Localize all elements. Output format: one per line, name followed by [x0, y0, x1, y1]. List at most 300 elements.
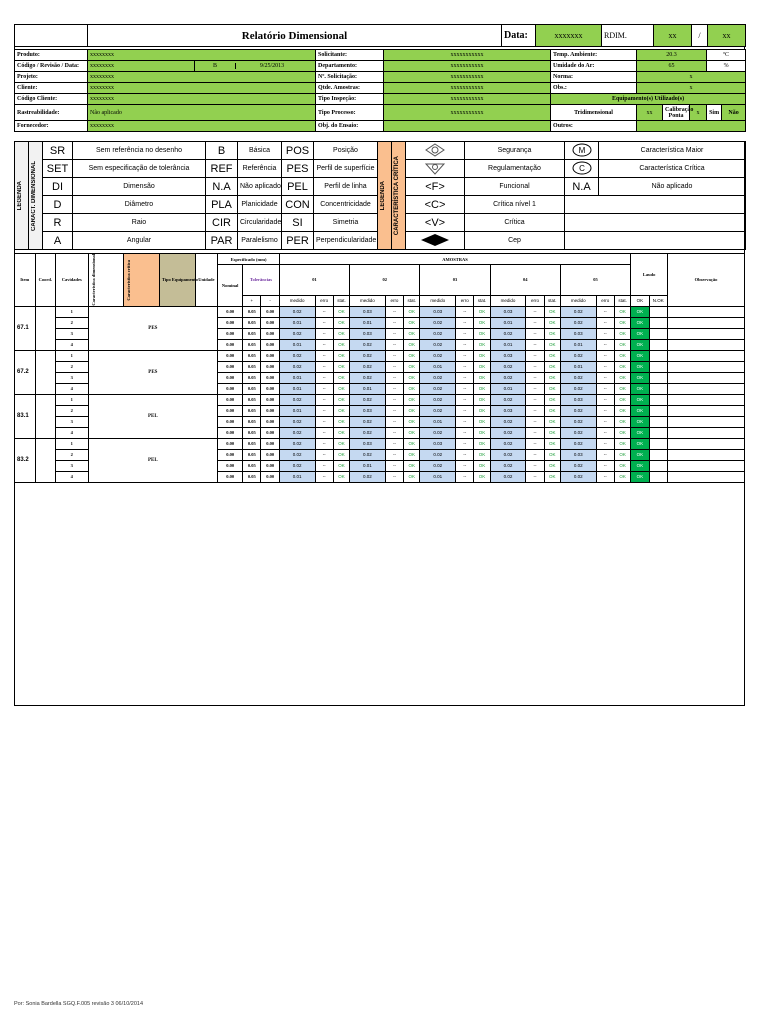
measured-value[interactable]: 0.01	[350, 317, 386, 328]
measured-value[interactable]: 0.02	[350, 372, 386, 383]
status-value: OK	[474, 383, 490, 394]
error-value: --	[315, 350, 333, 361]
error-value: --	[385, 339, 403, 350]
measured-value[interactable]: 0.02	[560, 383, 596, 394]
measured-value[interactable]: 0.02	[420, 328, 456, 339]
tol-plus-value: 0.05	[243, 394, 261, 405]
supplier-field[interactable]: xxxxxxxx	[88, 121, 316, 132]
cavity-number: 4	[56, 383, 88, 394]
cavity-number: 1	[56, 306, 88, 317]
error-value: --	[385, 306, 403, 317]
yes-option[interactable]: Sim	[707, 105, 722, 121]
measured-value[interactable]: 0.02	[490, 427, 526, 438]
legend-dim-code: DI	[43, 178, 73, 196]
observation-cell[interactable]	[667, 317, 744, 328]
error-value: --	[385, 427, 403, 438]
measured-value[interactable]: 0.02	[279, 427, 315, 438]
status-value: OK	[474, 372, 490, 383]
col-measured: medido	[350, 295, 386, 306]
measured-value[interactable]: 0.02	[279, 416, 315, 427]
table-row	[15, 350, 745, 361]
legend-crit-title: LEGENDA	[378, 142, 392, 250]
error-value: --	[596, 427, 614, 438]
observation-cell[interactable]	[667, 394, 744, 405]
status-value: OK	[544, 460, 560, 471]
regulation-icon	[406, 160, 465, 178]
process-type-label: Tipo Processo:	[316, 105, 384, 121]
measured-value[interactable]: 0.02	[279, 460, 315, 471]
tol-minus-value: 0.00	[261, 339, 279, 350]
measured-value[interactable]: 0.02	[490, 460, 526, 471]
code-date-field[interactable]: 9/25/2013	[235, 63, 308, 69]
legend-geo-code: CIR	[206, 214, 238, 232]
measured-value[interactable]: 0.03	[420, 438, 456, 449]
observation-cell[interactable]	[667, 372, 744, 383]
legend-class-desc: Característica Maior	[599, 142, 746, 160]
status-value: OK	[333, 394, 349, 405]
status-value: OK	[614, 372, 630, 383]
measured-value[interactable]: 0.03	[560, 328, 596, 339]
measured-value[interactable]: 0.01	[490, 383, 526, 394]
table-row	[15, 306, 745, 317]
request-number-field[interactable]: xxxxxxxxxxx	[384, 72, 551, 83]
measured-value[interactable]: 0.02	[350, 449, 386, 460]
legend-dim-desc: Diâmetro	[73, 196, 206, 214]
measured-value[interactable]: 0.03	[350, 328, 386, 339]
status-value: OK	[474, 471, 490, 482]
status-value: OK	[614, 383, 630, 394]
error-value: --	[385, 416, 403, 427]
measured-value[interactable]: 0.02	[420, 383, 456, 394]
col-measured: medido	[279, 295, 315, 306]
department-label: Departamento:	[316, 61, 384, 72]
legend-geo-desc: Concentricidade	[314, 196, 378, 214]
calibration-field[interactable]: x	[690, 105, 707, 121]
temperature-unit: ºC	[707, 50, 746, 61]
error-value: --	[385, 383, 403, 394]
nominal-value: 0.00	[218, 328, 243, 339]
footer-note: Por: Sonia Bardella SGQ.F.005 revisão 3 06/10/2014	[14, 1001, 144, 1007]
legend-dim-desc: Angular	[73, 232, 206, 250]
measured-value[interactable]: 0.02	[420, 372, 456, 383]
traceability-field[interactable]: Não aplicado	[88, 105, 316, 121]
client-code-field[interactable]: xxxxxxxx	[88, 94, 316, 105]
measured-value[interactable]: 0.01	[560, 361, 596, 372]
measured-value[interactable]: 0.02	[279, 438, 315, 449]
verdict-nok	[649, 427, 667, 438]
cavity-number: 1	[56, 350, 88, 361]
measured-value[interactable]: 0.02	[560, 460, 596, 471]
status-value: OK	[333, 350, 349, 361]
legend-geo-code: B	[206, 142, 238, 160]
tol-minus-value: 0.00	[261, 438, 279, 449]
error-value: --	[526, 328, 544, 339]
status-value: OK	[333, 361, 349, 372]
measured-value[interactable]: 0.02	[560, 416, 596, 427]
status-value: OK	[404, 460, 420, 471]
error-value: --	[596, 405, 614, 416]
nominal-value: 0.00	[218, 372, 243, 383]
inspection-type-field[interactable]: xxxxxxxxxxx	[384, 94, 551, 105]
error-value: --	[315, 405, 333, 416]
page-title: Relatório Dimensional	[88, 25, 502, 47]
measured-value[interactable]: 0.02	[490, 372, 526, 383]
measured-value[interactable]: 0.01	[420, 361, 456, 372]
measured-value[interactable]: 0.02	[279, 449, 315, 460]
measured-value[interactable]: 0.01	[279, 405, 315, 416]
verdict-ok: OK	[631, 460, 649, 471]
measured-value[interactable]: 0.02	[420, 394, 456, 405]
measured-value[interactable]: 0.03	[350, 405, 386, 416]
legend-crit-desc: Funcional	[465, 178, 565, 196]
col-error: erro	[315, 295, 333, 306]
error-value: --	[385, 350, 403, 361]
measured-value[interactable]: 0.01	[279, 372, 315, 383]
measured-value[interactable]: 0.03	[490, 306, 526, 317]
others-field[interactable]	[637, 121, 746, 132]
obs-label: Obs.:	[551, 83, 637, 94]
error-value: --	[315, 328, 333, 339]
error-value: --	[315, 372, 333, 383]
status-value: OK	[474, 416, 490, 427]
status-value: OK	[404, 394, 420, 405]
measured-value[interactable]: 0.03	[490, 350, 526, 361]
observation-cell[interactable]	[667, 416, 744, 427]
error-value: --	[315, 361, 333, 372]
error-value: --	[526, 317, 544, 328]
equipment-header: Equipamento(s) Utilizado(s)	[551, 94, 746, 105]
measured-value[interactable]: 0.01	[560, 339, 596, 350]
error-value: --	[385, 328, 403, 339]
col-tol-plus: +	[243, 295, 261, 306]
measured-value[interactable]: 0.02	[490, 438, 526, 449]
measured-value[interactable]: 0.03	[560, 449, 596, 460]
col-cavities: Cavidades	[56, 254, 88, 307]
dim-char-cell: PEL	[88, 438, 218, 482]
col-status: stat.	[614, 295, 630, 306]
tol-plus-value: 0.05	[243, 372, 261, 383]
legend-geo-code: POS	[282, 142, 314, 160]
tol-minus-value: 0.00	[261, 416, 279, 427]
legend-geo-code: PEL	[282, 178, 314, 196]
error-value: --	[526, 372, 544, 383]
error-value: --	[315, 317, 333, 328]
verdict-nok	[649, 317, 667, 328]
tol-plus-value: 0.05	[243, 350, 261, 361]
verdict-ok: OK	[631, 339, 649, 350]
sample-qty-label: Qtde. Amostras:	[316, 83, 384, 94]
measured-value[interactable]: 0.02	[279, 361, 315, 372]
measured-value[interactable]: 0.01	[490, 317, 526, 328]
error-value: --	[456, 438, 474, 449]
error-value: --	[596, 317, 614, 328]
measured-value[interactable]: 0.02	[490, 416, 526, 427]
sample-number: 04	[490, 265, 560, 296]
error-value: --	[315, 416, 333, 427]
error-value: --	[456, 460, 474, 471]
error-value: --	[385, 372, 403, 383]
observation-cell[interactable]	[667, 405, 744, 416]
legend-dim-code: SET	[43, 160, 73, 178]
error-value: --	[315, 383, 333, 394]
error-value: --	[596, 361, 614, 372]
measured-value[interactable]: 0.02	[560, 350, 596, 361]
measured-value[interactable]: 0.02	[420, 350, 456, 361]
observation-cell[interactable]	[667, 471, 744, 482]
test-objective-field[interactable]	[384, 121, 551, 132]
cavity-number: 1	[56, 438, 88, 449]
measured-value[interactable]: 0.02	[420, 449, 456, 460]
nominal-value: 0.00	[218, 427, 243, 438]
measured-value[interactable]: 0.02	[560, 306, 596, 317]
error-value: --	[385, 394, 403, 405]
client-field[interactable]: xxxxxxxx	[88, 83, 316, 94]
status-value: OK	[404, 449, 420, 460]
temperature-label: Temp. Ambiente:	[551, 50, 637, 61]
status-value: OK	[333, 438, 349, 449]
measured-value[interactable]: 0.01	[490, 339, 526, 350]
nominal-value: 0.00	[218, 306, 243, 317]
status-value: OK	[404, 361, 420, 372]
test-objective-label: Obj. do Ensaio:	[316, 121, 384, 132]
observation-cell[interactable]	[667, 306, 744, 317]
status-value: OK	[474, 460, 490, 471]
rdim-number[interactable]: xx	[654, 25, 692, 47]
measured-value[interactable]: 0.02	[350, 394, 386, 405]
legend-class-sym: N.A	[565, 178, 599, 196]
measured-value[interactable]: 0.02	[350, 361, 386, 372]
observation-cell[interactable]	[667, 361, 744, 372]
measured-value[interactable]: 0.02	[350, 339, 386, 350]
status-value: OK	[404, 306, 420, 317]
status-value: OK	[474, 328, 490, 339]
status-value: OK	[333, 372, 349, 383]
cavity-number: 3	[56, 372, 88, 383]
humidity-field[interactable]: 65	[637, 61, 707, 72]
error-value: --	[526, 416, 544, 427]
observation-cell[interactable]	[667, 339, 744, 350]
legend-crit-desc: Cep	[465, 232, 565, 250]
measured-value[interactable]: 0.01	[279, 339, 315, 350]
legend-crit-subtitle: CARACTERÍSTICA CRÍTICA	[392, 142, 406, 250]
status-value: OK	[333, 405, 349, 416]
legend-crit-desc: Regulamentação	[465, 160, 565, 178]
temperature-field[interactable]: 20.3	[637, 50, 707, 61]
tol-minus-value: 0.00	[261, 317, 279, 328]
status-value: OK	[474, 339, 490, 350]
measured-value[interactable]: 0.02	[560, 372, 596, 383]
cmm-label: Tridimensional	[551, 105, 637, 121]
measured-value[interactable]: 0.02	[279, 350, 315, 361]
nominal-value: 0.00	[218, 339, 243, 350]
verdict-ok: OK	[631, 317, 649, 328]
tol-minus-value: 0.00	[261, 306, 279, 317]
observation-cell[interactable]	[667, 449, 744, 460]
verdict-nok	[649, 383, 667, 394]
date-label: Data:	[502, 25, 536, 47]
error-value: --	[456, 383, 474, 394]
status-value: OK	[544, 306, 560, 317]
measured-value[interactable]: 0.02	[490, 449, 526, 460]
observation-cell[interactable]	[667, 383, 744, 394]
measured-value[interactable]: 0.02	[420, 317, 456, 328]
obs-field[interactable]: x	[637, 83, 746, 94]
tol-minus-value: 0.00	[261, 361, 279, 372]
error-value: --	[315, 471, 333, 482]
verdict-ok: OK	[631, 372, 649, 383]
measured-value[interactable]: 0.02	[350, 471, 386, 482]
measured-value[interactable]: 0.01	[279, 383, 315, 394]
measured-value[interactable]: 0.02	[420, 460, 456, 471]
status-value: OK	[544, 471, 560, 482]
legend-geo-desc: Referência	[238, 160, 282, 178]
tol-plus-value: 0.05	[243, 416, 261, 427]
department-field[interactable]: xxxxxxxxxxx	[384, 61, 551, 72]
status-value: OK	[474, 394, 490, 405]
tol-plus-value: 0.05	[243, 460, 261, 471]
safety-icon	[406, 142, 465, 160]
measured-value[interactable]: 0.02	[420, 427, 456, 438]
error-value: --	[456, 394, 474, 405]
measured-value[interactable]: 0.01	[350, 383, 386, 394]
measured-value[interactable]: 0.03	[350, 306, 386, 317]
measured-value[interactable]: 0.02	[279, 306, 315, 317]
status-value: OK	[544, 350, 560, 361]
measured-value[interactable]: 0.02	[350, 350, 386, 361]
measured-value[interactable]: 0.02	[560, 471, 596, 482]
legend-crit-desc: Crítica nível 1	[465, 196, 565, 214]
legend-dim-code: R	[43, 214, 73, 232]
code-field[interactable]: xxxxxxxx	[88, 61, 195, 72]
cmm-field[interactable]: xx	[637, 105, 663, 121]
project-field[interactable]: xxxxxxxx	[88, 72, 316, 83]
measured-value[interactable]: 0.01	[279, 471, 315, 482]
nominal-value: 0.00	[218, 361, 243, 372]
measurement-table	[14, 253, 745, 483]
legend-dim-title: LEGENDA	[15, 142, 29, 250]
measured-value[interactable]: 0.02	[560, 427, 596, 438]
verdict-ok: OK	[631, 361, 649, 372]
error-value: --	[315, 438, 333, 449]
verdict-ok: OK	[631, 383, 649, 394]
observation-cell[interactable]	[667, 350, 744, 361]
legend-empty	[565, 232, 746, 250]
measured-value[interactable]: 0.02	[279, 328, 315, 339]
no-option[interactable]: Não	[722, 105, 746, 121]
legend-dim-desc: Dimensão	[73, 178, 206, 196]
legend-geo-code: CON	[282, 196, 314, 214]
status-value: OK	[404, 317, 420, 328]
revision-date-cell	[195, 61, 316, 72]
tol-plus-value: 0.05	[243, 339, 261, 350]
client-label: Cliente:	[15, 83, 88, 94]
measured-value[interactable]: 0.01	[350, 460, 386, 471]
verdict-ok: OK	[631, 427, 649, 438]
requester-field[interactable]: xxxxxxxxxxx	[384, 50, 551, 61]
measured-value[interactable]: 0.02	[279, 394, 315, 405]
measured-value[interactable]: 0.02	[490, 471, 526, 482]
standard-label: Norma:	[551, 72, 637, 83]
legend-geo-desc: Simetria	[314, 214, 378, 232]
nominal-value: 0.00	[218, 383, 243, 394]
measured-value[interactable]: 0.03	[490, 405, 526, 416]
observation-cell[interactable]	[667, 460, 744, 471]
revision-field[interactable]: B	[212, 63, 217, 69]
product-label: Produto:	[15, 50, 88, 61]
measured-value[interactable]: 0.02	[420, 405, 456, 416]
process-type-field[interactable]: xxxxxxxxxxx	[384, 105, 551, 121]
measured-value[interactable]: 0.03	[350, 438, 386, 449]
error-value: --	[385, 405, 403, 416]
status-value: OK	[544, 394, 560, 405]
report-header	[14, 24, 746, 47]
table-row	[15, 438, 745, 449]
status-value: OK	[404, 405, 420, 416]
cavity-number: 3	[56, 416, 88, 427]
measured-value[interactable]: 0.02	[560, 438, 596, 449]
error-value: --	[596, 460, 614, 471]
status-value: OK	[474, 438, 490, 449]
status-value: OK	[333, 383, 349, 394]
cavity-number: 2	[56, 449, 88, 460]
tol-plus-value: 0.05	[243, 427, 261, 438]
traceability-label: Rastreabilidade:	[15, 105, 88, 121]
verdict-nok	[649, 306, 667, 317]
measured-value[interactable]: 0.03	[560, 394, 596, 405]
observation-cell[interactable]	[667, 328, 744, 339]
rdim-year[interactable]: xx	[708, 25, 746, 47]
measured-value[interactable]: 0.02	[350, 427, 386, 438]
error-value: --	[526, 405, 544, 416]
measured-value[interactable]: 0.02	[490, 361, 526, 372]
date-value[interactable]: xxxxxxx	[536, 25, 602, 47]
status-value: OK	[544, 372, 560, 383]
tol-plus-value: 0.05	[243, 438, 261, 449]
item-number: 67.2	[15, 350, 36, 394]
measured-value[interactable]: 0.01	[420, 416, 456, 427]
measured-value[interactable]: 0.02	[560, 405, 596, 416]
legend-empty	[565, 214, 746, 232]
measured-value[interactable]: 0.01	[420, 471, 456, 482]
error-value: --	[526, 471, 544, 482]
col-nominal: Nominal	[218, 265, 243, 307]
verdict-nok	[649, 350, 667, 361]
tol-plus-value: 0.05	[243, 383, 261, 394]
sample-qty-field[interactable]: xxxxxxxxxxx	[384, 83, 551, 94]
standard-field[interactable]: x	[637, 72, 746, 83]
measured-value[interactable]: 0.01	[279, 317, 315, 328]
measured-value[interactable]: 0.03	[420, 306, 456, 317]
measured-value[interactable]: 0.02	[420, 339, 456, 350]
observation-cell[interactable]	[667, 427, 744, 438]
nominal-value: 0.00	[218, 460, 243, 471]
measured-value[interactable]: 0.02	[560, 317, 596, 328]
legend-dim-desc: Raio	[73, 214, 206, 232]
measured-value[interactable]: 0.02	[490, 394, 526, 405]
measured-value[interactable]: 0.02	[350, 416, 386, 427]
request-number-label: Nº. Solicitação:	[316, 72, 384, 83]
measured-value[interactable]: 0.02	[490, 328, 526, 339]
tol-plus-value: 0.05	[243, 317, 261, 328]
product-field[interactable]: xxxxxxxx	[88, 50, 316, 61]
nominal-value: 0.00	[218, 350, 243, 361]
observation-cell[interactable]	[667, 438, 744, 449]
legend-geo-desc: Posição	[314, 142, 378, 160]
tol-plus-value: 0.05	[243, 306, 261, 317]
others-label: Outros:	[551, 121, 637, 132]
client-code-label: Código Cliente:	[15, 94, 88, 105]
legend-crit-desc: Segurança	[465, 142, 565, 160]
